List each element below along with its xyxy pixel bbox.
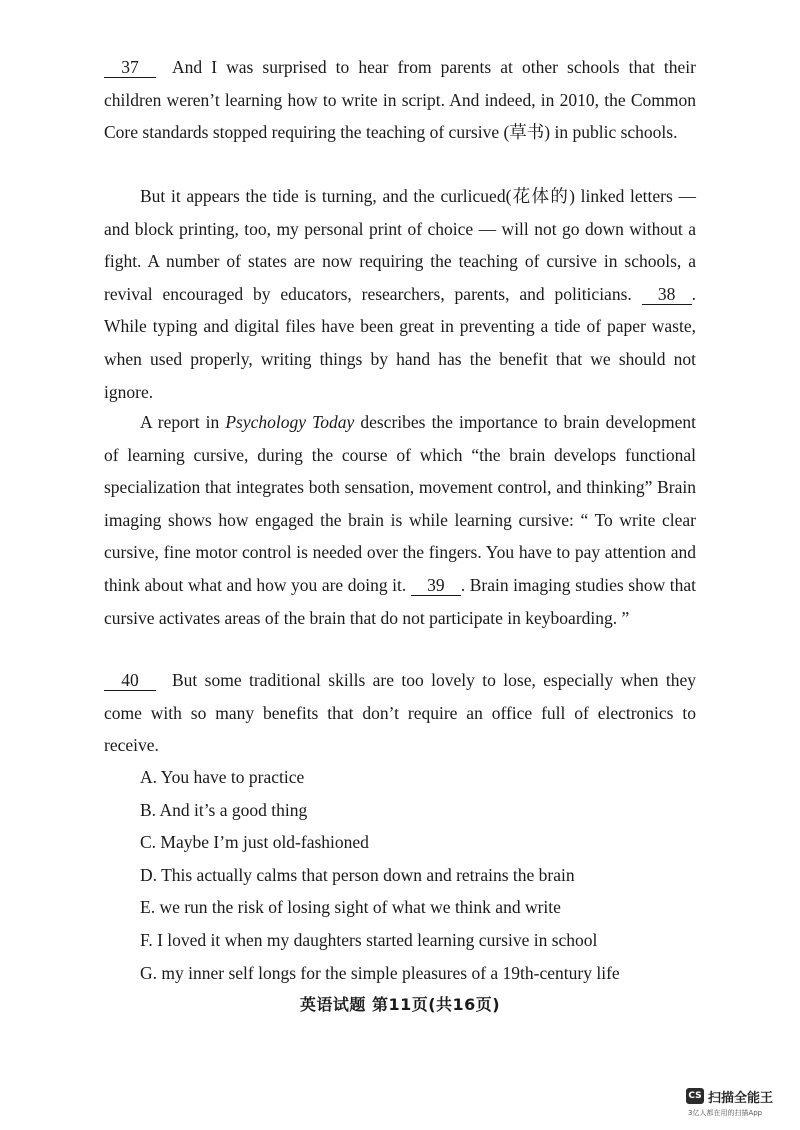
answer-options (140, 761, 720, 989)
passage-paragraph-1 (104, 51, 696, 149)
option-g: G. my inner self longs for the simple pleasures of a 19th-century life (140, 962, 620, 983)
paragraph-4-text: But some traditional skills are too lovely to lose, especially when they come with so many benefits that don’t require an office full of electronics to receive. (104, 670, 696, 756)
scanner-watermark (686, 1086, 786, 1122)
passage-paragraph-4 (104, 664, 696, 762)
option-b: B. And it’s a good thing (140, 799, 308, 820)
paragraph-2-text-before: But it appears the tide is turning, and the curlicued(花体的) linked letters — and block printing, too, my personal print of choice — will not go down without a fight. A number of states are now requiring the teaching of cursive in schools, a revival encouraged by educators, researchers, parents, and politicians. (104, 186, 696, 304)
paragraph-3-text-before: describes the importance to brain development of learning cursive, during the course of which “the brain develops functional specialization that integrates both sensation, movement control, and thinking” Brain imaging shows how engaged the brain is while learning cursive: “ To write clear cursive, fine motor control is needed over the fingers. You have to pay attention and think about what and how you are doing it. (104, 412, 696, 595)
source-title: Psychology Today (225, 412, 355, 432)
option-a: A. You have to practice (140, 767, 305, 787)
blank-37[interactable]: 37 (104, 57, 156, 78)
paragraph-3-text-start: A report in (140, 412, 220, 432)
passage-paragraph-3 (104, 406, 696, 634)
option-c: C. Maybe I’m just old-fashioned (140, 832, 369, 853)
watermark-app-name: 扫描全能王 (708, 1091, 774, 1106)
blank-39[interactable]: 39 (411, 575, 461, 596)
passage-paragraph-2 (104, 180, 696, 408)
option-e: E. we run the risk of losing sight of what we think and write (140, 897, 561, 918)
option-d: D. This actually calms that person down and retrains the brain (140, 864, 575, 885)
option-f: F. I loved it when my daughters started learning cursive in school (140, 929, 598, 950)
blank-40[interactable]: 40 (104, 670, 156, 691)
watermark-tagline: 3亿人都在用的扫描App (688, 1109, 763, 1117)
paragraph-1-text: And I was surprised to hear from parents at other schools that their children weren’t learning how to write in script. And indeed, in 2010, the Common Core standards stopped requiring the teaching of cursive (草书) in public schools. (104, 57, 696, 143)
paragraph-3-text-after: . Brain imaging studies show that cursive activates areas of the brain that do not participate in keyboarding. ” (104, 574, 696, 628)
blank-38[interactable]: 38 (642, 284, 692, 305)
page-footer: 英语试题 第11页(共16页) (299, 995, 501, 1014)
paragraph-2-text-after: . While typing and digital files have been great in preventing a tide of paper waste, when used properly, writing things by hand has the benefit that we should not ignore. (104, 283, 697, 402)
camscanner-logo-icon: CS (686, 1088, 704, 1104)
